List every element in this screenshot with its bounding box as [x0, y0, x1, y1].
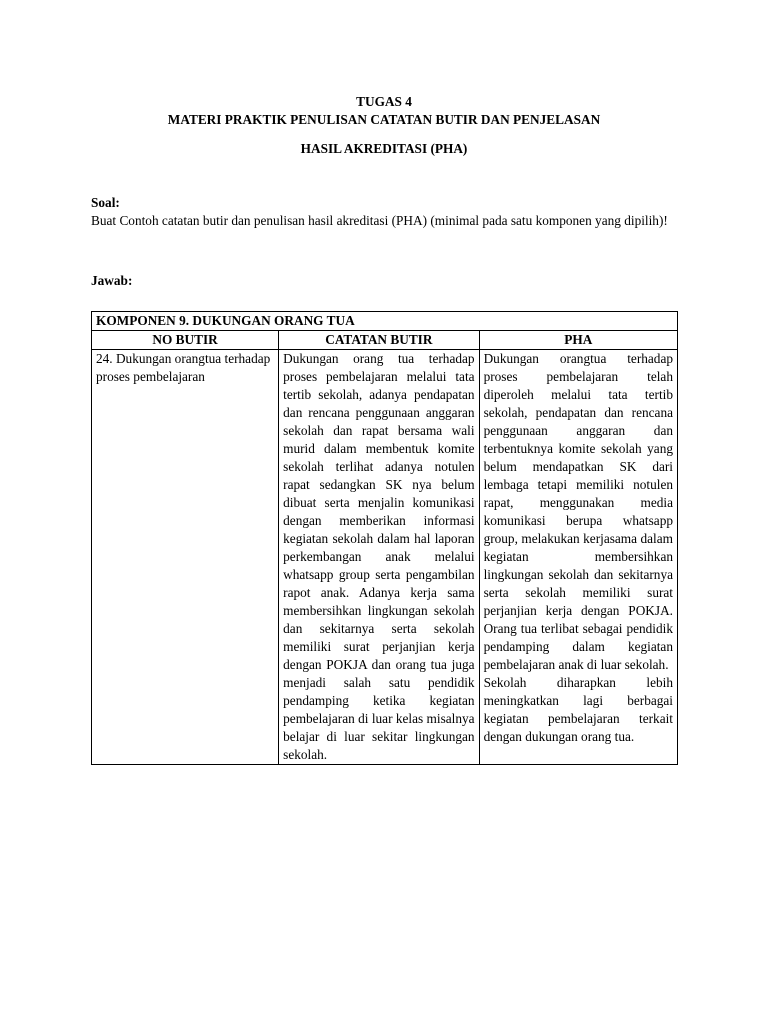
- material-subtitle: HASIL AKREDITASI (PHA): [300, 141, 468, 156]
- cell-catatan-butir: Dukungan orang tua terhadap proses pembelajaran melalui tata tertib sekolah, adanya pendapatan dan rencana penggunaan anggaran sekolah dan rapat bersama wali murid dalam membentuk komite sekolah terlihat adanya notulen rapat sedangkan SK nya belum dibuat serta menjalin komunikasi dengan memberikan informasi kegiatan sekolah dalam hal laporan perkembangan anak melalui whatsapp group serta pengambilan rapot anak. Adanya kerja sama membersihkan lingkungan sekolah dan sekitarnya serta sekolah memiliki surat perjanjian kerja dengan POKJA dan orang tua juga menjadi salah satu pendidik pendamping ketika kegiatan pembelajaran di luar kelas misalnya belajar di luar sekitar lingkungan sekolah.: [279, 350, 479, 765]
- component-row: [92, 312, 678, 331]
- answer-table: [91, 311, 678, 765]
- question-label: Soal:: [91, 195, 120, 210]
- column-header-no-butir: NO BUTIR: [92, 331, 279, 350]
- question-text: Buat Contoh catatan butir dan penulisan hasil akreditasi (PHA) (minimal pada satu komponen yang dipilih)!: [91, 213, 668, 228]
- table-row: [92, 350, 678, 765]
- pha-paragraph-1: Dukungan orangtua terhadap proses pembelajaran telah diperoleh melalui tata tertib sekolah, pendapatan dan rencana penggunaan anggaran dan terbentuknya komite sekolah yang belum mendapatkan SK dari lembaga tetapi memiliki notulen rapat, menggunakan media komunikasi berupa whatsapp group, melakukan kerjasama dalam kegiatan membersihkan lingkungan sekolah dan sekitarnya serta sekolah memiliki surat perjanjian kerja dengan POKJA. Orang tua terlibat sebagai pendidik pendamping dalam kegiatan pembelajaran anak di luar sekolah.: [483, 351, 673, 672]
- column-header-catatan-butir: CATATAN BUTIR: [279, 331, 479, 350]
- component-title: KOMPONEN 9. DUKUNGAN ORANG TUA: [92, 312, 678, 331]
- column-header-pha: PHA: [479, 331, 677, 350]
- material-title: MATERI PRAKTIK PENULISAN CATATAN BUTIR DAN PENJELASAN: [167, 112, 601, 127]
- header-row: [92, 331, 678, 350]
- cell-pha: [479, 350, 677, 765]
- assignment-title: TUGAS 4: [356, 94, 412, 109]
- cell-no-butir: 24. Dukungan orangtua terhadap proses pembelajaran: [92, 350, 279, 765]
- pha-paragraph-2: Sekolah diharapkan lebih meningkatkan lagi berbagai kegiatan pembelajaran terkait dengan dukungan orang tua.: [483, 675, 673, 744]
- answer-label: Jawab:: [91, 273, 133, 288]
